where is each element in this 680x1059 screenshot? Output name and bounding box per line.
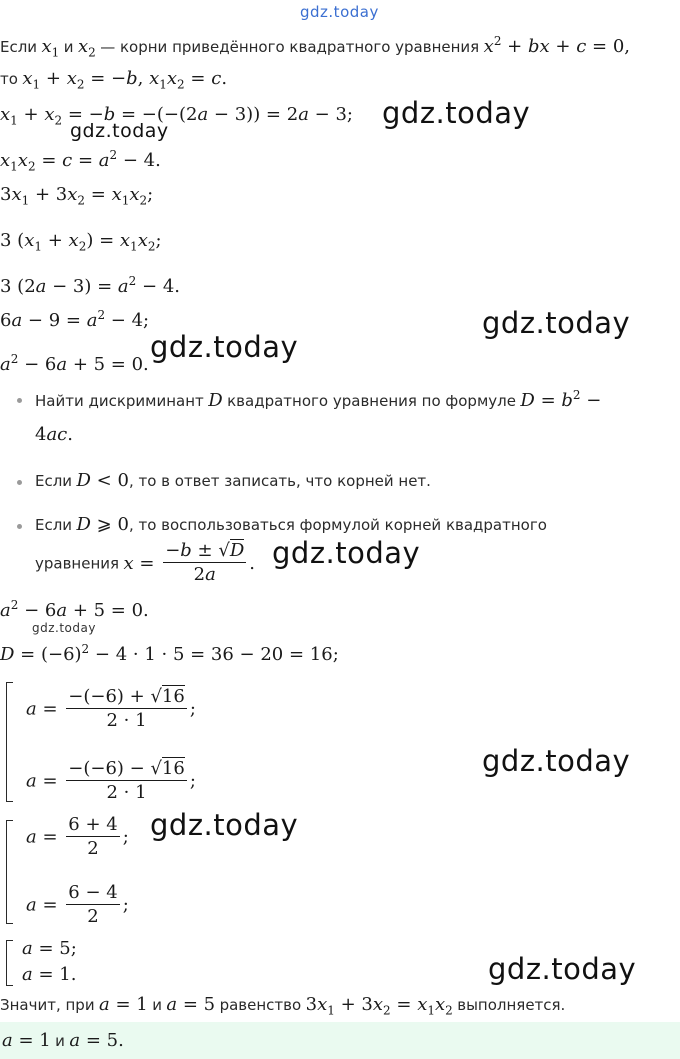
watermark: gdz.today (32, 621, 96, 635)
rule-item-root-formula: уравнения x = $\frac{-b \pm √D}{2a}$ . (35, 540, 255, 585)
equation-step-6: $a^2 - 6a + 5 = 0$. (0, 598, 149, 621)
quadratic-equation: $x^2$ + bx + c = 0, (483, 34, 630, 57)
bracket (6, 682, 13, 802)
root-simplified-minus: a = $\frac{6 - 4}{2}$ ; (26, 882, 129, 927)
intro-line-1: Если $x_1$ и $x_2$ — корни приведённого квадратного уравнения $x^2$ + bx + c = 0, (0, 34, 630, 60)
rule-3-after: , то воспользоваться формулой корней квадратного (128, 516, 547, 534)
rule-1-mid: квадратного уравнения по формуле (227, 392, 516, 410)
conclusion-suffix: выполняется. (457, 996, 566, 1014)
intro-text-if: Если (0, 38, 38, 56)
watermark: gdz.today (272, 536, 421, 570)
conclusion: Значит, при a = 1 и a = 5 равенство $3x_1 + 3x_2 = x_1x_2$ выполняется. (0, 994, 566, 1018)
intro-text-and: и (63, 38, 74, 56)
watermark: gdz.today (482, 306, 631, 340)
intro-line-2 (0, 68, 227, 92)
sum-of-roots: $x_1 + x_2 = -b = -(-(2a - 3)) = 2a - 3$; (0, 104, 353, 128)
conclusion-middle: равенство (219, 996, 302, 1014)
bullet-dot (17, 480, 22, 485)
answer-and: и (55, 1032, 65, 1050)
product-of-roots: $x_1x_2 = c = a^2 - 4$. (0, 148, 161, 174)
rule-item-discriminant: Найти дискриминант D квадратного уравнения по формуле $D = b^2$ − (35, 388, 602, 411)
watermark: gdz.today (150, 808, 299, 842)
bracket (6, 820, 13, 924)
rule-item-discriminant-cont: 4ac. (35, 424, 73, 445)
watermark: gdz.today (150, 330, 299, 364)
equation-step-5: $a^2 - 6a + 5 = 0$. (0, 352, 149, 375)
root-formula-plus: a = $\frac{-(-6) + √16}{2 \cdot 1}$ ; (26, 686, 196, 731)
root-formula-minus: a = $\frac{-(-6) - √16}{2 \cdot 1}$ ; (26, 758, 196, 803)
watermark-top: gdz.today (300, 3, 379, 21)
bullet-dot (17, 524, 22, 529)
rule-item-negative: Если D < 0, то в ответ записать, что корней нет. (35, 470, 431, 491)
equation-step-4: $6a - 9 = a^2 - 4$; (0, 308, 150, 331)
rule-1-text: Найти дискриминант (35, 392, 204, 410)
root-simplified-plus: a = $\frac{6 + 4}{2}$ ; (26, 814, 129, 859)
watermark: gdz.today (70, 120, 169, 142)
watermark: gdz.today (382, 96, 531, 130)
rule-3-text: Если (35, 516, 73, 534)
discriminant-calc: $D = (-6)^2 - 4 \cdot 1 \cdot 5 = 36 - 20 = 16$; (0, 642, 339, 665)
rule-2-text: Если (35, 472, 73, 490)
rule-2-after: , то в ответ записать, что корней нет. (128, 472, 431, 490)
rule-3-line2: уравнения (35, 554, 120, 573)
bracket (6, 940, 13, 986)
equation-step-3: 3 $(2a - 3) = a^2 - 4$. (0, 274, 180, 297)
root-value-2: a = 1. (22, 964, 77, 985)
equation-step-1: $3x_1 + 3x_2 = x_1x_2$; (0, 184, 154, 208)
conclusion-prefix: Значит, при (0, 996, 95, 1014)
conclusion-and: и (152, 996, 162, 1014)
intro-text-roots: — корни приведённого квадратного уравнения (100, 38, 480, 56)
answer-text: a = 1 и a = 5. (2, 1030, 124, 1051)
equation-step-2: 3 $(x_1 + x_2) = x_1x_2$; (0, 230, 162, 254)
intro-text-then: то (0, 70, 18, 88)
vieta-formulas: $x_1 + x_2 = -b$, $x_1x_2 = c$. (22, 68, 228, 92)
watermark: gdz.today (488, 952, 637, 986)
rule-item-nonnegative: Если D ⩾ 0, то воспользоваться формулой корней квадратного (35, 514, 547, 535)
answer-box (0, 1022, 680, 1059)
root-value-1: a = 5; (22, 938, 77, 959)
bullet-dot (17, 398, 22, 403)
watermark: gdz.today (482, 744, 631, 778)
